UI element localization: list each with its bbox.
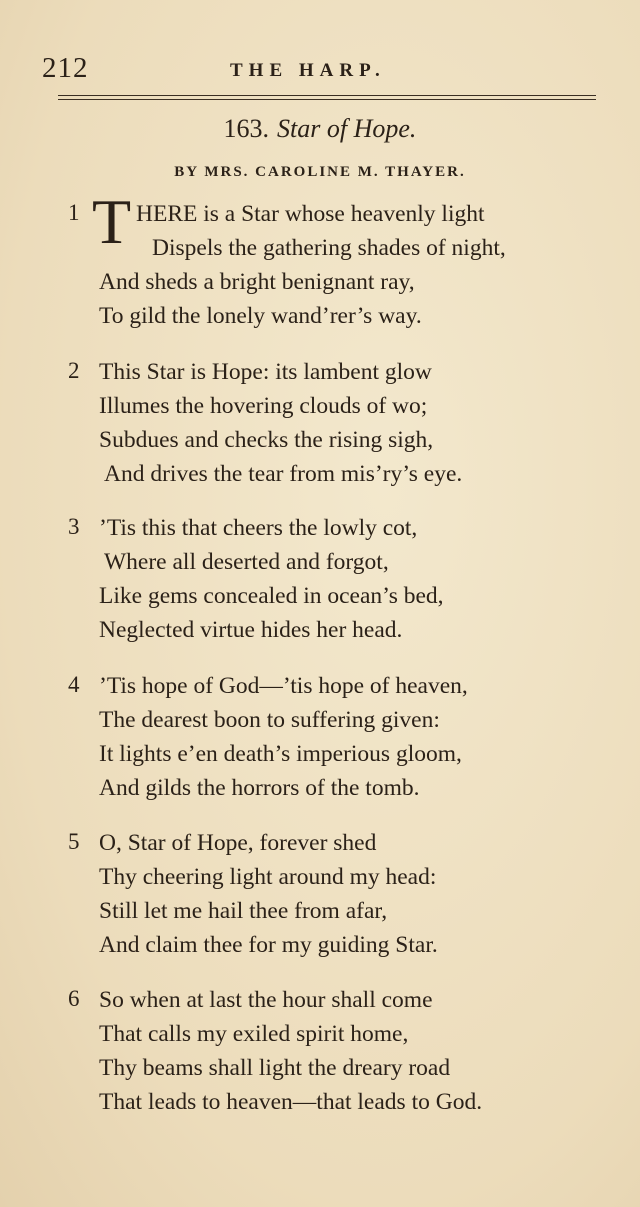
running-head: THE HARP. <box>230 60 386 81</box>
verse-line: And sheds a bright benignant ray, <box>99 269 415 295</box>
verse-line: ’Tis this that cheers the lowly cot, <box>99 515 418 541</box>
hymn-author: BY MRS. CAROLINE M. THAYER. <box>174 164 466 180</box>
verse-line: The dearest boon to suffering given: <box>99 707 440 733</box>
verse-line: HERE is a Star whose heavenly light <box>136 201 485 227</box>
stanza-number: 4 <box>68 672 80 697</box>
hymn-number: 163. <box>223 114 270 143</box>
stanza-number: 2 <box>68 358 80 383</box>
drop-cap: T <box>92 186 132 257</box>
verse-line: Like gems concealed in ocean’s bed, <box>99 583 444 609</box>
verse-line: ’Tis hope of God—’tis hope of heaven, <box>99 673 468 699</box>
stanza-number: 6 <box>68 986 80 1011</box>
verse-line: And drives the tear from mis’ry’s eye. <box>104 461 463 487</box>
stanza-number: 3 <box>68 514 80 539</box>
header-rule <box>58 95 596 96</box>
stanza-number: 5 <box>68 829 80 854</box>
verse-line: And gilds the horrors of the tomb. <box>99 775 420 801</box>
verse-line: Subdues and checks the rising sigh, <box>99 427 434 453</box>
verse-line: Thy beams shall light the dreary road <box>99 1055 451 1081</box>
verse-line: It lights e’en death’s imperious gloom, <box>99 741 462 767</box>
verse-line: To gild the lonely wand’rer’s way. <box>99 303 422 329</box>
header-rule-thin <box>58 99 596 100</box>
verse-line: That calls my exiled spirit home, <box>99 1021 409 1047</box>
verse-line: Where all deserted and forgot, <box>104 549 389 575</box>
verse-line: Neglected virtue hides her head. <box>99 617 403 643</box>
verse-line: And claim thee for my guiding Star. <box>99 932 438 958</box>
verse-line: Still let me hail thee from afar, <box>99 898 388 924</box>
verse-line: That leads to heaven—that leads to God. <box>99 1089 483 1115</box>
page-number: 212 <box>42 52 89 84</box>
stanza-number: 1 <box>68 200 80 225</box>
verse-line: Dispels the gathering shades of night, <box>152 235 506 261</box>
verse-line: Thy cheering light around my head: <box>99 864 437 890</box>
verse-line: Illumes the hovering clouds of wo; <box>99 393 428 419</box>
hymn-name: Star of Hope. <box>277 114 417 143</box>
verse-line: So when at last the hour shall come <box>99 987 433 1013</box>
verse-line: O, Star of Hope, forever shed <box>99 830 377 856</box>
verse-line: This Star is Hope: its lambent glow <box>99 359 432 385</box>
hymn-title <box>0 114 640 144</box>
